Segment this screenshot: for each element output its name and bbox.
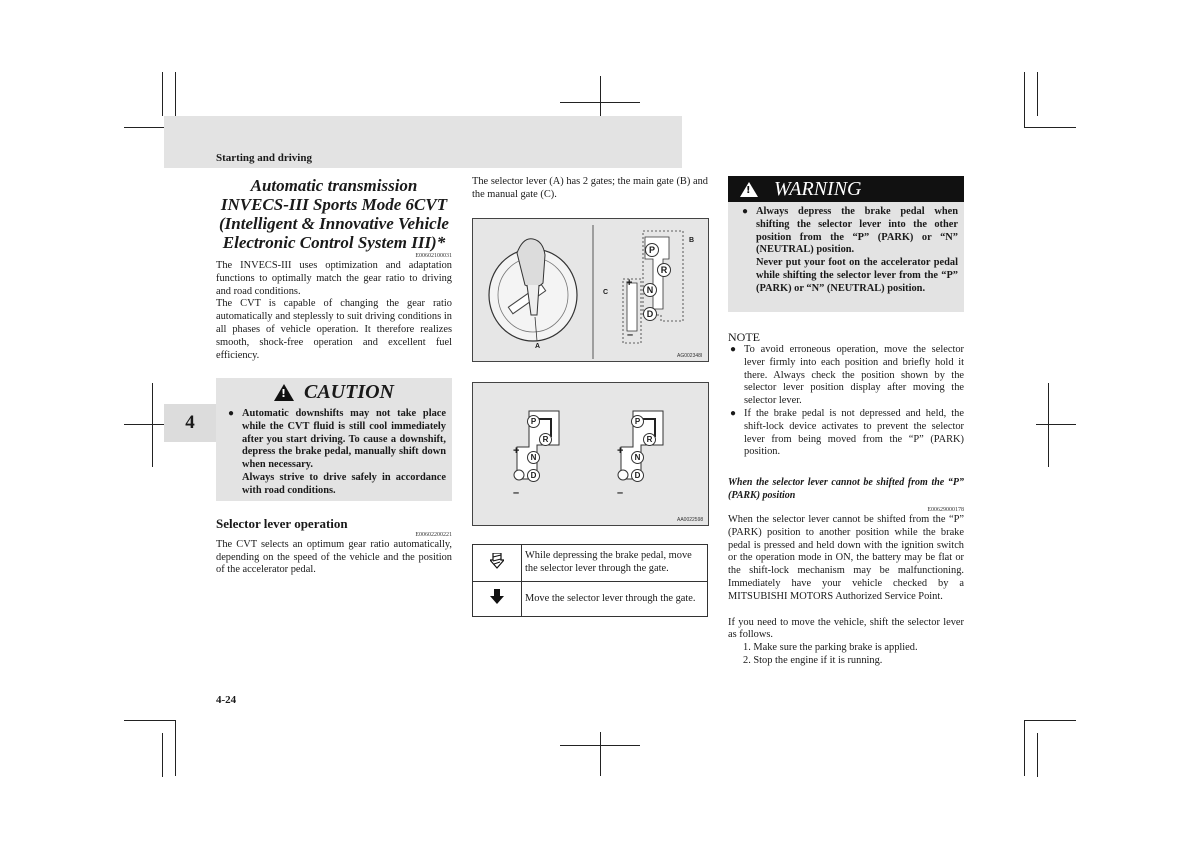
caution-item (216, 406, 452, 498)
crop-mark (1024, 72, 1025, 128)
chapter-tab: 4 (164, 404, 216, 442)
crop-mark (560, 745, 640, 746)
bullet-icon: ● (730, 344, 737, 355)
arrow-legend-table (472, 544, 708, 617)
crop-mark (1048, 383, 1049, 467)
selector-gates-figure (472, 218, 709, 362)
crop-mark (1037, 72, 1038, 116)
crop-mark (175, 720, 176, 776)
intro-paragraph: The INVECS-III uses optimization and adaptation functions to optimally match the gear ratio to driving and road conditions. (216, 260, 452, 297)
selector-gates-illustration (473, 219, 708, 361)
figure-code: AG002348I (677, 353, 703, 359)
legend-text: Move the selector lever through the gate. (522, 582, 708, 617)
note-section (728, 330, 964, 459)
intro-paragraph: The CVT is capable of changing the gear ratio automatically and steplessly to suit driving conditions in all phases of vehicle operation. It therefore realizes smooth, shock-free operation and excellent fuel efficiency. (216, 298, 452, 361)
crop-mark (124, 720, 176, 721)
warning-triangle-icon (274, 384, 294, 401)
gate-label-r: R (643, 433, 656, 446)
legend-row (473, 582, 708, 617)
gate-label-d: D (643, 307, 657, 321)
move-intro-paragraph: If you need to move the vehicle, shift the selector lever as follows. (728, 616, 964, 641)
gate-label-r: R (657, 263, 671, 277)
shift-pattern-figure (472, 382, 709, 526)
crop-mark (1024, 720, 1076, 721)
hatched-arrow-icon (473, 545, 522, 582)
callout-label-b: B (689, 237, 695, 244)
title-line: INVECS-III Sports Mode 6CVT (220, 195, 448, 214)
callout-label-a: A (535, 343, 541, 350)
note-item (728, 344, 964, 408)
gate-label-p: P (645, 243, 659, 257)
title-line: Electronic Control System III)* (222, 233, 446, 252)
manual-plus-label: + (626, 277, 633, 289)
solid-arrow-icon (473, 582, 522, 617)
selector-section (216, 518, 452, 577)
bullet-icon: ● (730, 407, 737, 419)
caution-box (216, 378, 452, 501)
crop-mark (600, 732, 601, 776)
bullet-icon: ● (742, 206, 749, 217)
page-title (216, 176, 452, 252)
gate-label-p: P (631, 415, 644, 428)
gate-label-r: R (539, 433, 552, 446)
gate-label-p: P (527, 415, 540, 428)
warning-box (728, 176, 964, 312)
crop-mark (560, 102, 640, 103)
cannot-shift-section (728, 476, 964, 668)
legend-row (473, 545, 708, 582)
warning-text: Always depress the brake pedal when shifting the selector lever into the other position from the “P” (PARK) or “N” (NEUTRAL) position. (756, 206, 958, 256)
doc-code: E00602100031 (415, 253, 452, 259)
middle-intro: The selector lever (A) has 2 gates; the main gate (B) and the manual gate (C). (472, 176, 708, 200)
gate-label-n: N (643, 283, 657, 297)
figure-code: AA0022598 (677, 517, 704, 523)
crop-mark (152, 383, 153, 467)
note-text: If the brake pedal is not depressed and held, the shift-lock device activates to prevent the selector lever from being moved from the “P” (PARK) position. (744, 407, 964, 458)
manual-minus-label: – (513, 487, 520, 499)
selector-paragraph: The CVT selects an optimum gear ratio automatically, depending on the speed of the vehicle and the position of the accelerator pedal. (216, 538, 452, 576)
note-heading: NOTE (728, 330, 760, 344)
manual-minus-label: – (617, 487, 624, 499)
caution-label: CAUTION (303, 380, 394, 403)
section-heading: Selector lever operation (216, 516, 348, 531)
crop-mark (1024, 127, 1076, 128)
left-column (216, 176, 452, 362)
crop-mark (1024, 720, 1025, 776)
gate-label-d: D (527, 469, 540, 482)
title-line: (Intelligent & Innovative Vehicle (219, 214, 449, 233)
warning-label: WARNING (774, 177, 862, 200)
section-title: Starting and driving (216, 152, 312, 164)
title-line: Automatic transmission (250, 176, 418, 195)
gate-label-n: N (631, 451, 644, 464)
manual-plus-label: + (513, 445, 520, 457)
gate-label-n: N (527, 451, 540, 464)
step-item: 2. Stop the engine if it is running. (743, 654, 883, 666)
caution-text: Always strive to drive safely in accordance with road conditions. (242, 471, 446, 496)
legend-text: While depressing the brake pedal, move the selector lever through the gate. (522, 545, 708, 582)
manual-plus-label: + (617, 445, 624, 457)
note-text: To avoid erroneous operation, move the selector lever firmly into each position and briefly hold it there. Always check the position shown by the selector lever position display after moving the selector lever. (744, 344, 964, 407)
caution-heading (216, 378, 452, 406)
caution-text: Automatic downshifts may not take place while the CVT fluid is still cool immediately after you start driving. To cause a downshift, depress the brake pedal, manually shift down when necessary. (242, 408, 446, 471)
warning-heading (728, 176, 964, 202)
warning-triangle-icon (740, 182, 758, 197)
bullet-icon: ● (228, 408, 235, 419)
doc-code: E00602200221 (415, 531, 452, 538)
warning-item (728, 202, 964, 296)
manual-minus-label: – (627, 329, 634, 341)
crop-mark (124, 424, 164, 425)
crop-mark (1037, 733, 1038, 777)
gate-label-d: D (631, 469, 644, 482)
callout-label-c: C (603, 289, 609, 296)
shift-pattern-illustration (473, 383, 708, 525)
crop-mark (1036, 424, 1076, 425)
step-item: 1. Make sure the parking brake is applied. (743, 642, 918, 654)
page-number: 4-24 (216, 694, 237, 706)
doc-code: E00629000178 (927, 507, 964, 513)
cannot-shift-paragraph: When the selector lever cannot be shifted from the “P” (PARK) position to another position while the brake pedal is pressed and held down with the ignition switch or the operation mode in ON, the battery may be flat or the shift-lock mechanism may be malfunctioning. Immediately have your vehicle checked by a MITSUBISHI MOTORS Authorized Service Point. (728, 514, 964, 602)
warning-text: Never put your foot on the accelerator pedal while shifting the selector lever from the “P” (PARK) or “N” (NEUTRAL) position. (756, 257, 958, 294)
crop-mark (162, 72, 163, 116)
subsection-heading: When the selector lever cannot be shifted from the “P” (PARK) position (728, 477, 964, 501)
crop-mark (162, 733, 163, 777)
note-item (728, 408, 964, 459)
